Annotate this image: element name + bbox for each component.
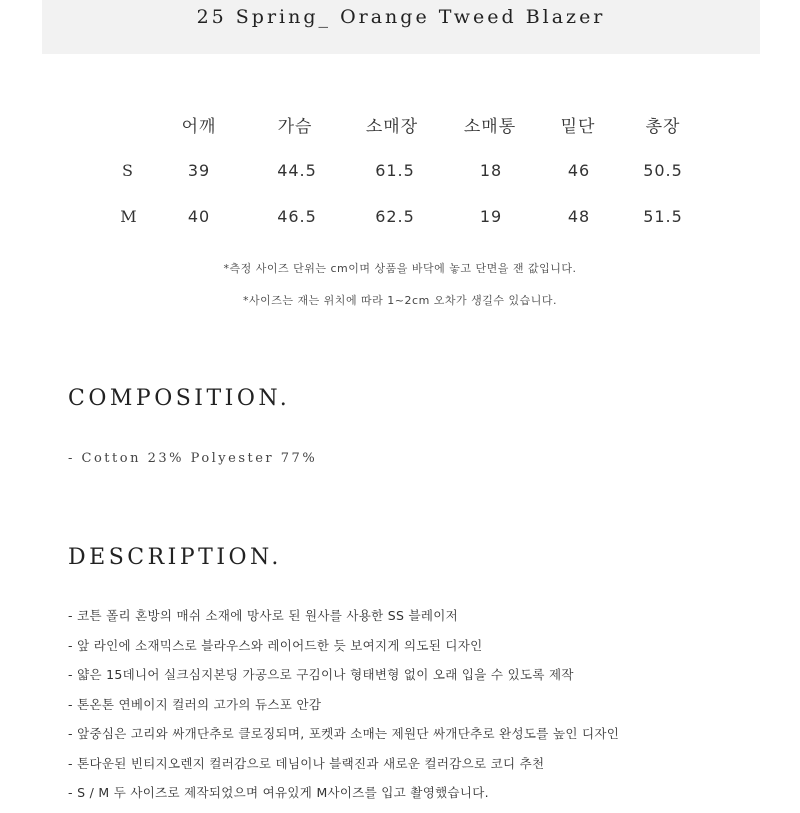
product-title: 25 Spring_ Orange Tweed Blazer [196, 6, 606, 28]
table-cell: 40 [187, 207, 211, 226]
header-chest: 가슴 [277, 117, 313, 137]
list-item: - S / M 두 사이즈로 제작되었으며 여유있게 M사이즈를 입고 촬영했습니다. [68, 785, 489, 800]
list-item: - 앞 라인에 소재믹스로 블라우스와 레이어드한 듯 보여지게 의도된 디자인 [68, 637, 483, 653]
composition-text: - Cotton 23% Polyester 77% [68, 451, 318, 466]
table-cell: 39 [187, 161, 211, 180]
table-cell: 44.5 [277, 161, 317, 180]
table-cell: 61.5 [375, 161, 415, 180]
table-cell: 19 [479, 207, 503, 226]
list-item: - 코튼 폴리 혼방의 매쉬 소재에 망사로 된 원사를 사용한 SS 블레이저 [68, 608, 459, 623]
header-total-length: 총장 [645, 117, 681, 137]
header-sleeve-length: 소매장 [365, 117, 419, 137]
table-cell: 46.5 [277, 207, 317, 226]
description-list [68, 606, 619, 813]
list-item: - 얇은 15데니어 실크심지본딩 가공으로 구김이나 형태변형 없이 오래 입을 수 있도록 제작 [68, 667, 574, 682]
table-cell: 48 [567, 207, 591, 226]
composition-heading: COMPOSITION. [68, 386, 291, 411]
list-item: - 앞중심은 고리와 싸개단추로 클로징되며, 포켓과 소매는 제원단 싸개단추로 완성도를 높인 디자인 [68, 726, 620, 741]
row-label-m: M [120, 207, 138, 226]
header-shoulder: 어깨 [181, 117, 217, 137]
description-heading: DESCRIPTION. [68, 545, 282, 570]
header-hem: 밑단 [560, 117, 596, 137]
tolerance-note: *사이즈는 재는 위치에 따라 1~2cm 오차가 생길수 있습니다. [242, 294, 558, 307]
size-table [0, 0, 800, 240]
table-cell: 62.5 [375, 207, 415, 226]
row-label-s: S [122, 161, 134, 180]
table-cell: 51.5 [643, 207, 683, 226]
header-sleeve-width: 소매통 [463, 117, 517, 137]
measurement-note: *측정 사이즈 단위는 cm이며 상품을 바닥에 놓고 단면을 잰 값입니다. [223, 262, 577, 275]
list-item: - 톤다운된 빈티지오렌지 컬러감으로 데님이나 블랙진과 새로운 컬러감으로 코디 추천 [68, 755, 545, 771]
table-cell: 18 [479, 161, 503, 180]
list-item: - 톤온톤 연베이지 컬러의 고가의 듀스포 안감 [68, 696, 322, 712]
table-cell: 50.5 [643, 161, 683, 180]
table-cell: 46 [567, 161, 591, 180]
